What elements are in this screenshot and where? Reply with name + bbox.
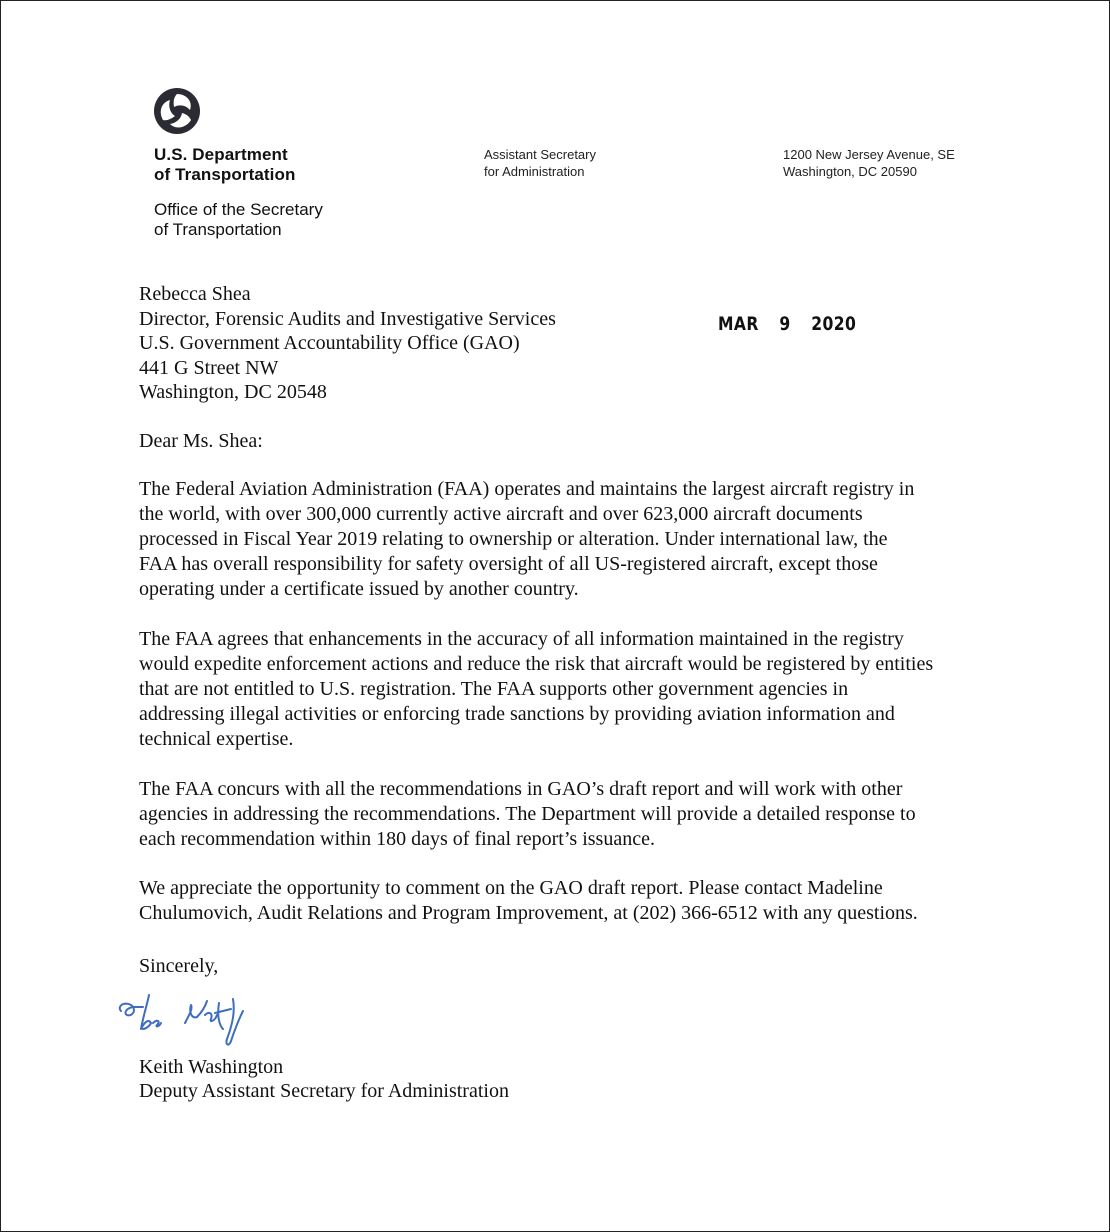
signer-title: Deputy Assistant Secretary for Administration <box>139 1080 509 1102</box>
paragraph-line: FAA has overall responsibility for safety oversight of all US-registered aircraft, except those <box>139 553 878 575</box>
paragraph-line: technical expertise. <box>139 728 294 750</box>
body-paragraph-2 <box>139 627 1009 752</box>
recipient-line: Rebecca Shea <box>139 283 251 305</box>
paragraph-line: agencies in addressing the recommendations. The Department will provide a detailed response to <box>139 803 916 825</box>
body-paragraph-4 <box>139 876 1009 926</box>
sender-address-line2: Washington, DC 20590 <box>783 164 917 179</box>
paragraph-line: addressing illegal activities or enforcing trade sanctions by providing aviation information and <box>139 703 895 725</box>
office-name-line2: of Transportation <box>154 220 282 239</box>
signer-name: Keith Washington <box>139 1056 284 1078</box>
assistant-secretary-line1: Assistant Secretary <box>484 147 596 162</box>
paragraph-line: each recommendation within 180 days of final report’s issuance. <box>139 828 655 850</box>
department-name-line2: of Transportation <box>154 165 296 184</box>
recipient-line: 441 G Street NW <box>139 356 279 379</box>
paragraph-line: operating under a certificate issued by another country. <box>139 578 579 600</box>
recipient-address <box>139 282 556 405</box>
paragraph-line: The FAA agrees that enhancements in the accuracy of all information maintained in the registry <box>139 628 904 650</box>
handwritten-signature <box>113 989 263 1051</box>
sender-address-line1: 1200 New Jersey Avenue, SE <box>783 147 955 162</box>
paragraph-line: the world, with over 300,000 currently active aircraft and over 623,000 aircraft documents <box>139 503 863 525</box>
body-paragraph-3 <box>139 777 1009 852</box>
recipient-line: Director, Forensic Audits and Investigative Services <box>139 307 556 330</box>
salutation: Dear Ms. Shea: <box>139 430 263 452</box>
body-paragraph-1 <box>139 477 1009 602</box>
office-name-line1: Office of the Secretary <box>154 200 323 219</box>
paragraph-line: would expedite enforcement actions and reduce the risk that aircraft would be registered by entities <box>139 653 934 675</box>
closing: Sincerely, <box>139 955 219 977</box>
department-name <box>154 145 295 185</box>
assistant-secretary-line2: for Administration <box>484 164 585 179</box>
dot-triskelion-logo-icon <box>151 87 203 135</box>
signer-block <box>139 1055 509 1103</box>
assistant-secretary-block <box>484 146 596 180</box>
sender-address <box>783 146 955 180</box>
paragraph-line: The Federal Aviation Administration (FAA) operates and maintains the largest aircraft registry in <box>139 478 915 500</box>
paragraph-line: We appreciate the opportunity to comment on the GAO draft report. Please contact Madeline <box>139 877 883 899</box>
date-stamp: MAR 9 2020 <box>718 313 857 335</box>
paragraph-line: Chulumovich, Audit Relations and Program Improvement, at (202) 366-6512 with any questions. <box>139 902 918 924</box>
recipient-line: U.S. Government Accountability Office (GAO) <box>139 332 520 354</box>
office-name <box>154 200 323 240</box>
paragraph-line: The FAA concurs with all the recommendations in GAO’s draft report and will work with other <box>139 778 903 800</box>
recipient-line: Washington, DC 20548 <box>139 381 327 403</box>
department-name-line1: U.S. Department <box>154 145 288 164</box>
paragraph-line: processed in Fiscal Year 2019 relating to ownership or alteration. Under international law, the <box>139 528 888 550</box>
paragraph-line: that are not entitled to U.S. registration. The FAA supports other government agencies in <box>139 678 849 700</box>
